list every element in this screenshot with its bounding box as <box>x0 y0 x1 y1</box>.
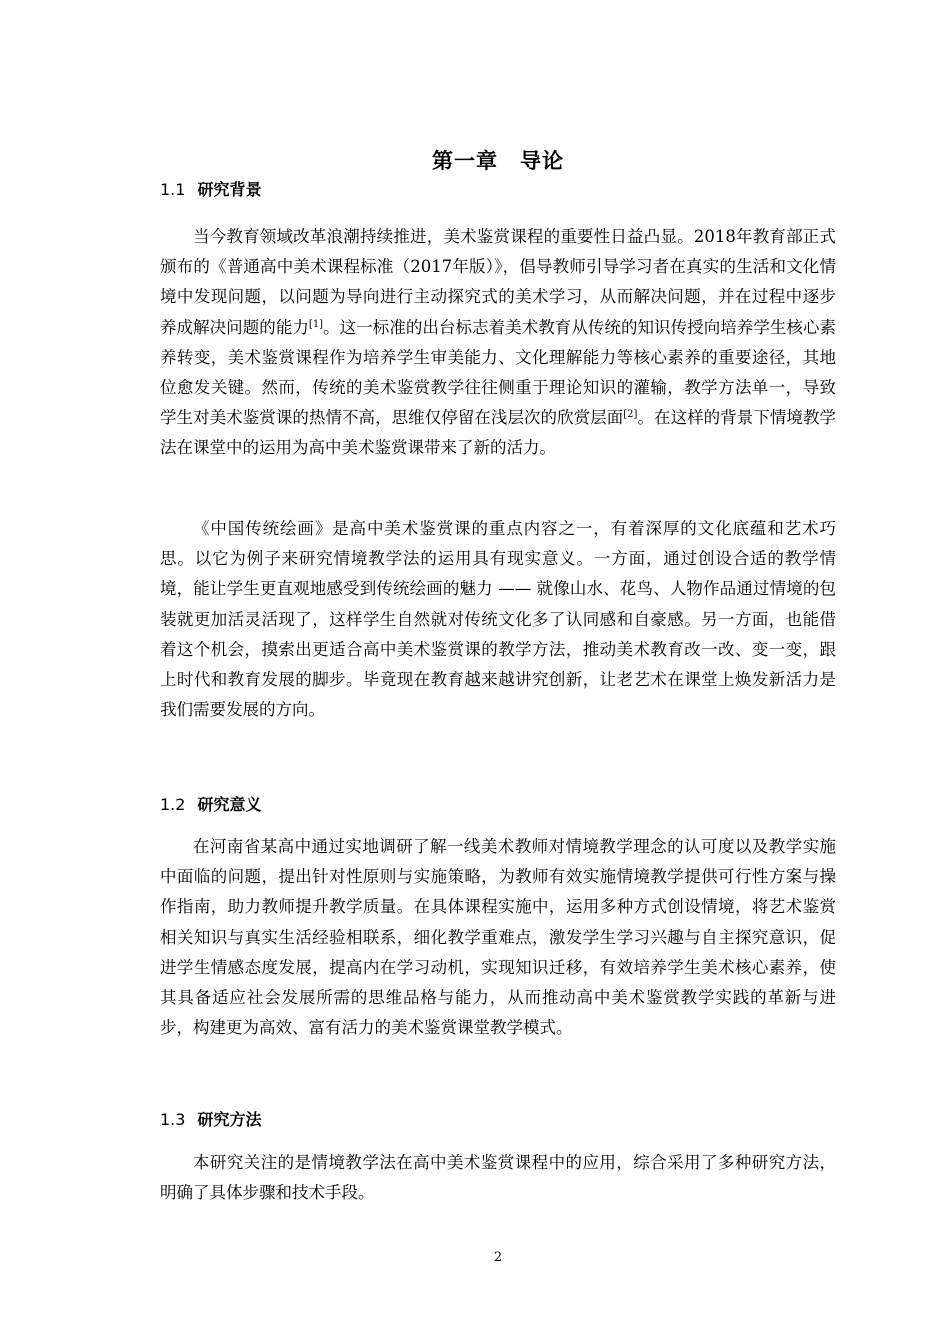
section-number: 1.1 <box>160 180 186 199</box>
paragraph-methods: 本研究关注的是情境教学法在高中美术鉴赏课程中的应用，综合采用了多种研究方法，明确了具体步骤和技术手段。 <box>160 1153 836 1203</box>
section-number: 1.2 <box>160 795 186 814</box>
page-number: 2 <box>493 1250 503 1265</box>
paragraph-text: 。这一标准的出台标志着美术教育从传统的知识传授向培养学生核心素养转变，美术鉴赏课程作为培养学生审美能力、文化理解能力等核心素养的重要途径，其地位愈发关键。然而，传统的美术鉴赏教学往往侧重于理论知识的灌输，教学方法单一，导致学生对美术鉴赏课的热情不高，思维仅停留在浅层次的欣赏层面 <box>160 317 837 428</box>
section-heading-1-2 <box>160 793 261 817</box>
paragraph-background-2: 《中国传统绘画》是高中美术鉴赏课的重点内容之一，有着深厚的文化底蕴和艺术巧思。以它为例子来研究情境教学法的运用具有现实意义。一方面，通过创设合适的教学情境，能让学生更直观地感受到传统绘画的魅力 —— 就像山水、花鸟、人物作品通过情境的包装就更加活灵活现了，这样学生自然就对传统文化多了认同感和自豪感。另一方面，也能借着这个机会，摸索出更适合高中美术鉴赏课的教学方法，推动美术教育改一改、变一变，跟上时代和教育发展的脚步。毕竟现在教育越来越讲究创新，让老艺术在课堂上焕发新活力是我们需要发展的方向。 <box>160 519 836 720</box>
section-heading-1-1 <box>160 178 261 202</box>
paragraph-text: 。在这样的背景下情境教学法在课堂中的运用为高中美术鉴赏课带来了新的活力。 <box>160 408 837 458</box>
paragraph-background-1 <box>160 222 836 464</box>
citation-1: [1] <box>308 318 324 330</box>
chapter-title: 第一章 导论 <box>432 149 564 173</box>
section-title: 研究背景 <box>197 180 262 199</box>
document-page <box>160 0 836 1344</box>
section-title: 研究方法 <box>197 1110 262 1129</box>
section-heading-1-3 <box>160 1108 261 1132</box>
section-number: 1.3 <box>160 1110 186 1129</box>
paragraph-significance: 在河南省某高中通过实地调研了解一线美术教师对情境教学理念的认可度以及教学实施中面临的问题，提出针对性原则与实施策略，为教师有效实施情境教学提供可行性方案与操作指南，助力教师提升教学质量。在具体课程实施中，运用多种方式创设情境，将艺术鉴赏相关知识与真实生活经验相联系，细化教学重难点，激发学生学习兴趣与自主探究意识，促进学生情感态度发展，提高内在学习动机，实现知识迁移，有效培养学生美术核心素养，使其具备适应社会发展所需的思维品格与能力，从而推动高中美术鉴赏教学实践的革新与进步，构建更为高效、富有活力的美术鉴赏课堂教学模式。 <box>160 837 836 1038</box>
section-title: 研究意义 <box>197 795 262 814</box>
paragraph-text: 当今教育领域改革浪潮持续推进，美术鉴赏课程的重要性日益凸显。2018年教育部正式颁布的《普通高中美术课程标准（2017年版）》，倡导教师引导学习者在真实的生活和文化情境中发现问题，以问题为导向进行主动探究式的美术学习，从而解决问题，并在过程中逐步养成解决问题的能力 <box>160 227 836 337</box>
citation-2: [2] <box>623 409 638 421</box>
